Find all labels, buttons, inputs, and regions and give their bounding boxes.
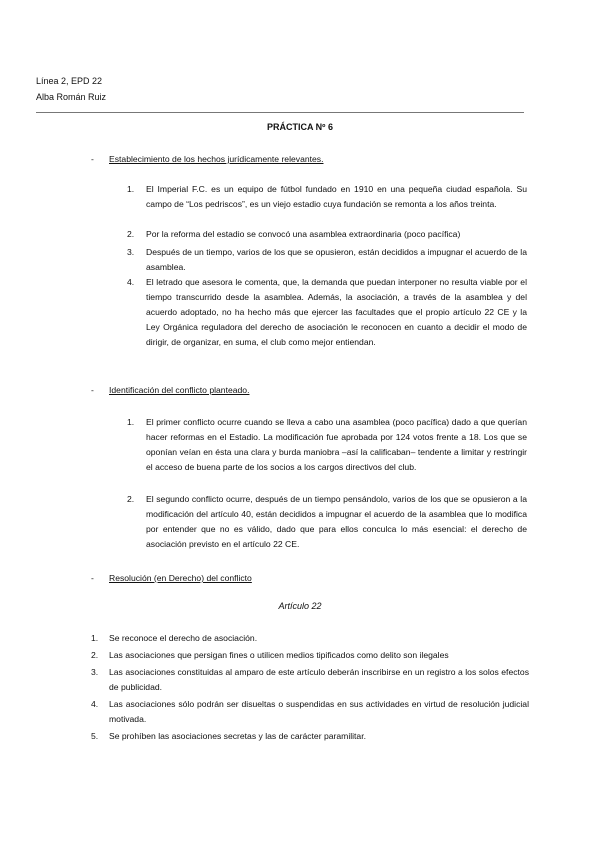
list-item-number: 3. xyxy=(127,247,135,257)
section-title-conflict: Identificación del conflicto planteado. xyxy=(109,385,250,395)
document-header xyxy=(36,73,106,105)
list-item xyxy=(91,697,529,729)
list-item-text: Por la reforma del estadio se convocó una asamblea extraordinaria (poco pacífica) xyxy=(146,229,461,239)
list-item xyxy=(91,729,529,744)
list-item xyxy=(91,665,529,697)
header-divider xyxy=(36,112,524,113)
list-item xyxy=(127,415,527,492)
list-item-number: 2. xyxy=(91,650,99,660)
list-item xyxy=(127,227,527,245)
list-item-number: 4. xyxy=(127,277,135,287)
section-bullet: - xyxy=(91,154,94,164)
list-item-number: 3. xyxy=(91,667,99,677)
article-title: Artículo 22 xyxy=(278,601,322,611)
header-line-course: Línea 2, EPD 22 xyxy=(36,76,103,86)
section-title-resolution: Resolución (en Derecho) del conflicto xyxy=(109,573,252,583)
article-list xyxy=(91,631,529,744)
list-item-text: Las asociaciones sólo podrán ser disueltas o suspendidas en sus actividades en virtud de resolución judicial motivada. xyxy=(109,699,529,724)
list-item-text: El segundo conflicto ocurre, después de un tiempo pensándolo, varios de los que se opusieron a la modificación del artículo 40, están decididos a impugnar el acuerdo de la asamblea que lo modifica por entender que no es válido, dado que para ellos conculca lo más esencial: el derecho de asociación previsto en el artículo 22 CE. xyxy=(146,494,527,549)
list-item xyxy=(91,648,529,665)
list-item-text: Se prohíben las asociaciones secretas y las de carácter paramilitar. xyxy=(109,731,366,741)
list-item xyxy=(91,631,529,648)
list-item-text: Las asociaciones constituidas al amparo de este artículo deberán inscribirse en un registro a los solos efectos de publicidad. xyxy=(109,667,529,692)
list-item-text: El Imperial F.C. es un equipo de fútbol fundado en 1910 en una pequeña ciudad española. Su campo de “Los pedriscos”, es un viejo estadio cuya fundación se remonta a los años treinta. xyxy=(146,184,527,209)
conflict-list xyxy=(127,415,527,552)
list-item-number: 1. xyxy=(127,417,135,427)
page-title: PRÁCTICA Nº 6 xyxy=(267,122,333,132)
list-item-number: 2. xyxy=(127,229,135,239)
list-item-number: 5. xyxy=(91,731,99,741)
list-item-number: 1. xyxy=(91,633,99,643)
section-bullet: - xyxy=(91,573,94,583)
list-item-text: Las asociaciones que persigan fines o utilicen medios tipificados como delito son ilegales xyxy=(109,650,449,660)
facts-list xyxy=(127,182,527,350)
list-item xyxy=(127,492,527,552)
list-item-text: El letrado que asesora le comenta, que, la demanda que puedan interponer no resulta viable por el tiempo transcurrido desde la asamblea. Además, la asociación, a través de la asamblea y del acuerdo adoptado, no ha hecho más que ejercer las facultades que el propio artículo 22 CE y la Ley Orgánica reguladora del derecho de asociación le reconocen en cuanto a decidir el modo de dirigir, de organizar, en suma, el club como mejor entiendan. xyxy=(146,277,527,347)
list-item-text: Se reconoce el derecho de asociación. xyxy=(109,633,258,643)
header-line-author: Alba Román Ruiz xyxy=(36,92,107,102)
list-item-number: 2. xyxy=(127,494,135,504)
list-item-text: El primer conflicto ocurre cuando se lleva a cabo una asamblea (poco pacífica) dado a que querían hacer reformas en el Estadio. La modificación fue aprobada por 124 votos frente a 18. Los que se oponían veían en ésta una clara y burda maniobra –así la calificaban– tendente a limitar y restringir el acceso de buena parte de los socios a los cargos directivos del club. xyxy=(146,417,527,472)
list-item xyxy=(127,275,527,350)
list-item-number: 1. xyxy=(127,184,135,194)
list-item-number: 4. xyxy=(91,699,99,709)
list-item-text: Después de un tiempo, varios de los que se opusieron, están decididos a impugnar el acuerdo de la asamblea. xyxy=(146,247,527,272)
list-item xyxy=(127,182,527,227)
section-title-facts: Establecimiento de los hechos jurídicamente relevantes. xyxy=(109,154,324,164)
list-item xyxy=(127,245,527,275)
section-bullet: - xyxy=(91,385,94,395)
